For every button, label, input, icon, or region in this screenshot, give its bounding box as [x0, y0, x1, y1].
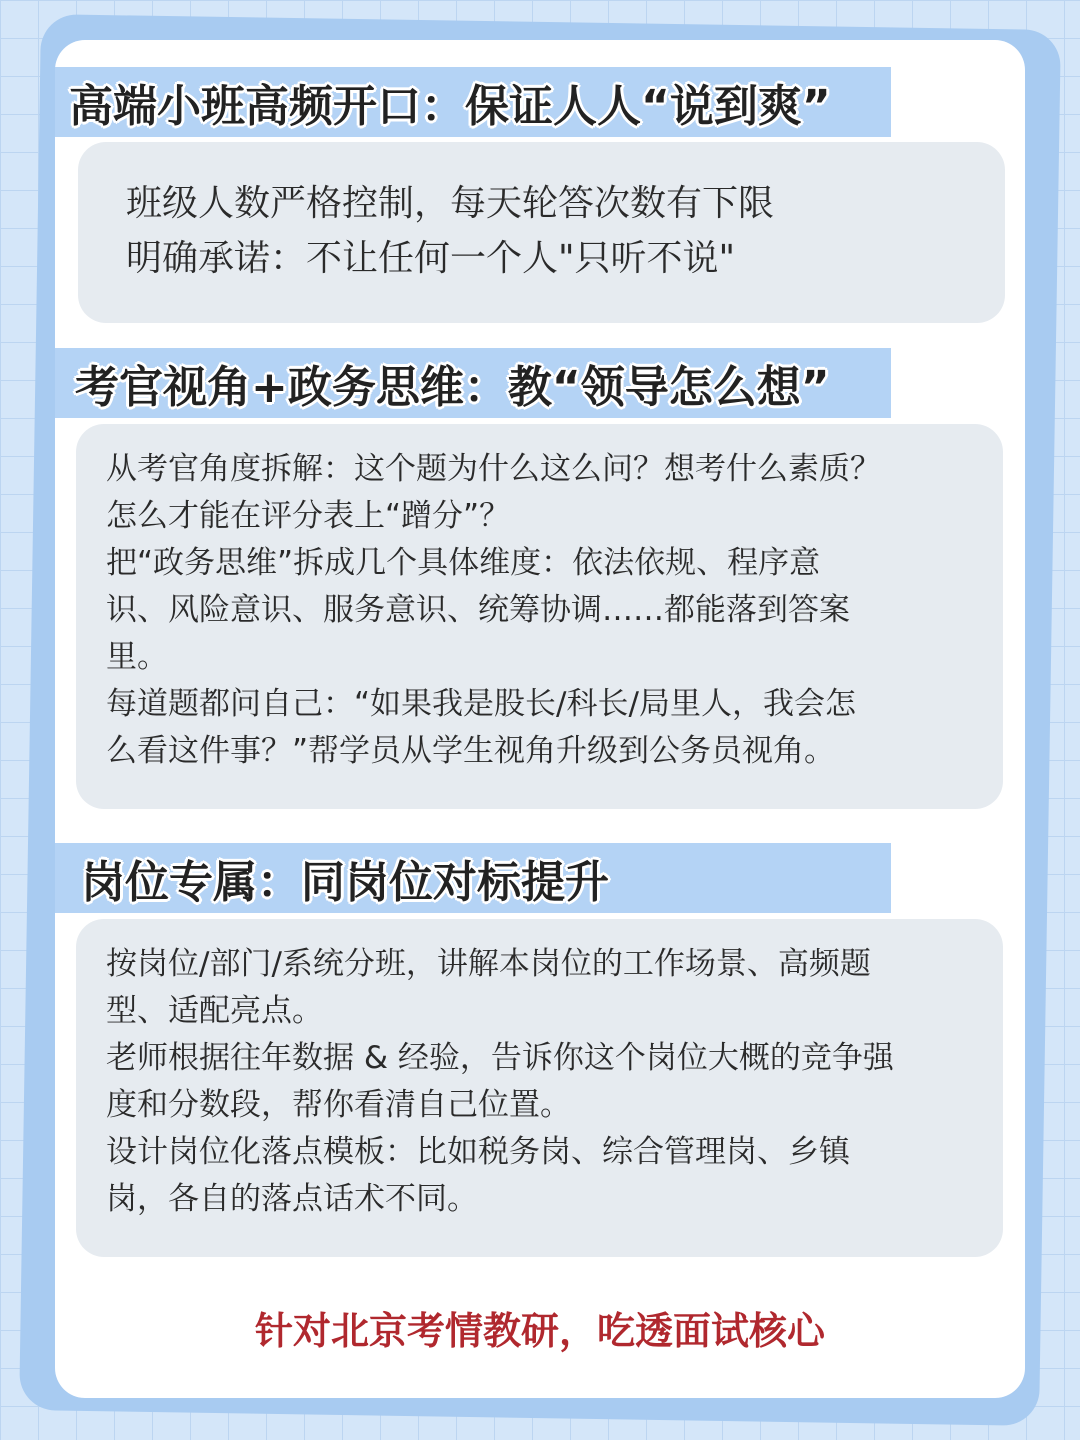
- section-box-2: [76, 424, 1003, 809]
- section-title-2: 考官视角+政务思维：教“领导怎么想”: [55, 348, 891, 418]
- section-2-line: 从考官角度拆解：这个题为什么这么问？想考什么素质？: [106, 451, 881, 487]
- section-3-line: 老师根据往年数据 & 经验，告诉你这个岗位大概的竞争强: [106, 1040, 894, 1076]
- section-2-line: 怎么才能在评分表上“蹭分”？: [106, 498, 511, 534]
- section-2-line: 么看这件事？”帮学员从学生视角升级到公务员视角。: [106, 733, 836, 769]
- section-box-3: [76, 919, 1003, 1257]
- section-2-line: 里。: [106, 639, 168, 675]
- section-3-line: 型、适配亮点。: [106, 993, 323, 1029]
- footer-slogan: 针对北京考情教研，吃透面试核心: [254, 1309, 825, 1353]
- section-2-line: 把“政务思维”拆成几个具体维度：依法依规、程序意: [106, 545, 821, 581]
- section-2-line: 识、风险意识、服务意识、统筹协调……都能落到答案: [106, 592, 850, 628]
- section-1-line: 明确承诺：不让任何一个人"只听不说": [126, 238, 736, 279]
- section-3-line: 岗，各自的落点话术不同。: [106, 1181, 478, 1217]
- section-3-line: 度和分数段，帮你看清自己位置。: [106, 1087, 571, 1123]
- section-3-line: 按岗位/部门/系统分班，讲解本岗位的工作场景、高频题: [106, 946, 871, 982]
- section-3-line: 设计岗位化落点模板：比如税务岗、综合管理岗、乡镇: [106, 1134, 850, 1170]
- section-title-1: 高端小班高频开口：保证人人“说到爽”: [55, 67, 891, 137]
- section-title-3: 岗位专属：同岗位对标提升: [55, 843, 891, 913]
- section-1-line: 班级人数严格控制，每天轮答次数有下限: [126, 183, 775, 224]
- section-box-1: [78, 142, 1005, 323]
- section-2-line: 每道题都问自己：“如果我是股长/科长/局里人，我会怎: [106, 686, 856, 722]
